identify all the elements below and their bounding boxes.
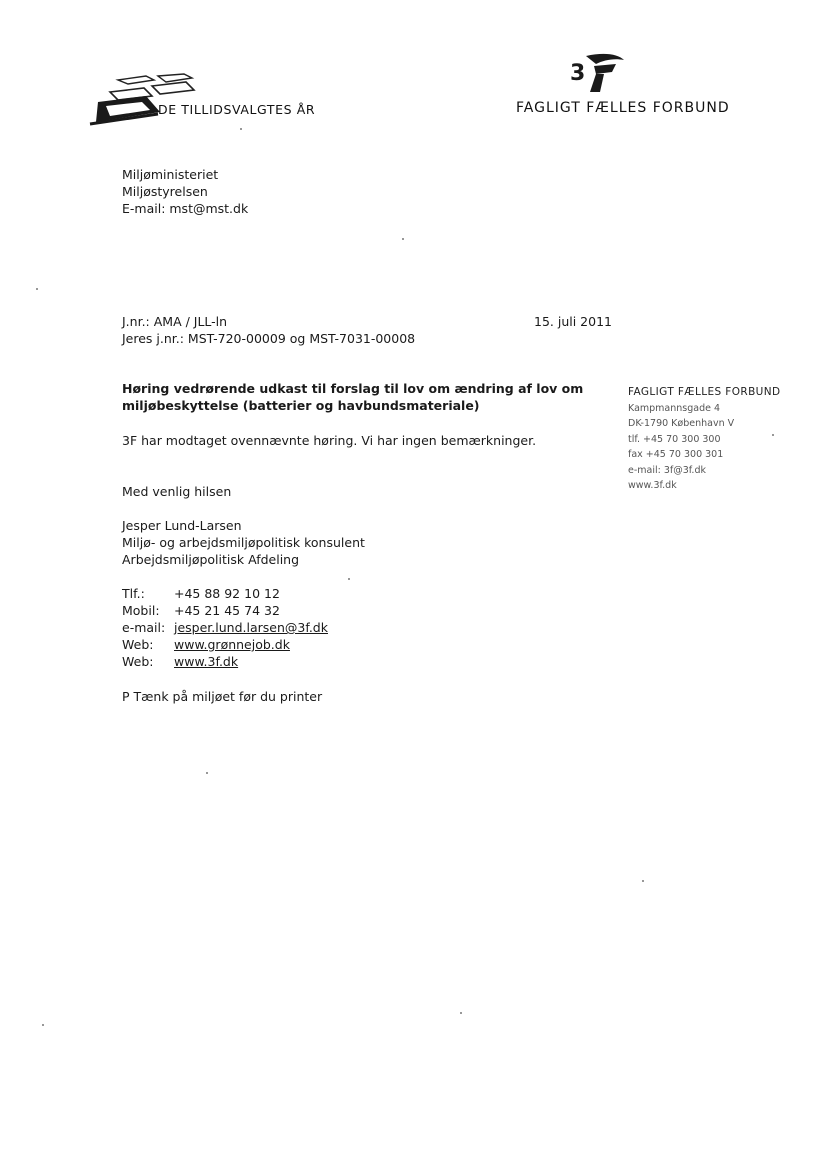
letter-date: 15. juli 2011 [534,314,612,329]
recipient-line-1: Miljøministeriet [122,167,219,182]
scan-speck [240,128,242,130]
sender-street: Kampmannsgade 4 [628,402,721,414]
sender-org: FAGLIGT FÆLLES FORBUND [628,386,781,398]
scan-speck [36,288,38,290]
contact-label: Web: [122,637,154,652]
jeres-jnr: Jeres j.nr.: MST-720-00009 og MST-7031-00008 [122,331,416,346]
3f-logo-icon [566,50,626,94]
footer-note: P Tænk på miljøet før du printer [122,689,323,704]
web-link-3f[interactable]: www.3f.dk [174,654,239,669]
sender-email: e-mail: 3f@3f.dk [628,464,706,476]
recipient-line-2: Miljøstyrelsen [122,184,208,199]
sender-phone: tlf. +45 70 300 300 [628,433,721,445]
sender-address-block [628,385,808,494]
3f-logo-text: FAGLIGT FÆLLES FORBUND [516,100,730,116]
recipient-email: E-mail: mst@mst.dk [122,201,249,216]
scan-speck [772,434,774,436]
contact-row-web-2 [122,653,328,670]
contact-block [122,585,328,670]
contact-label: Mobil: [122,603,160,618]
contact-value: +45 21 45 74 32 [174,603,280,618]
tillidsvalgtes-logo-text: DE TILLIDSVALGTES ÅR [158,102,316,117]
reference-block [122,313,415,347]
scan-speck [402,238,404,240]
sender-city: DK-1790 København V [628,418,735,429]
contact-row-mobile [122,602,328,619]
contact-row-phone [122,585,328,602]
scan-speck [42,1024,44,1026]
sender-web: www.3f.dk [628,480,677,491]
signature-block [122,517,365,568]
scan-speck [642,880,644,882]
signature-title: Miljø- og arbejdsmiljøpolitisk konsulent [122,535,365,550]
scan-speck [460,1012,462,1014]
tillidsvalgtes-logo-icon [88,72,198,128]
subject-heading: Høring vedrørende udkast til forslag til lov om ændring af lov om miljøbeskyttelse (batterier og havbundsmateriale) [122,381,584,413]
tillidsvalgtes-logo [88,72,198,128]
contact-value: +45 88 92 10 12 [174,586,280,601]
sender-fax: fax +45 70 300 301 [628,449,724,460]
recipient-block [122,166,248,217]
closing: Med venlig hilsen [122,484,232,499]
signature-department: Arbejdsmiljøpolitisk Afdeling [122,552,300,567]
web-link-gronnejob[interactable]: www.grønnejob.dk [174,637,290,652]
signature-name: Jesper Lund-Larsen [122,518,242,533]
jnr: J.nr.: AMA / JLL-ln [122,314,228,329]
contact-row-web-1 [122,636,328,653]
contact-label: Web: [122,654,154,669]
contact-label: Tlf.: [122,586,145,601]
email-link[interactable]: jesper.lund.larsen@3f.dk [174,620,328,635]
3f-logo [566,50,626,94]
contact-label: e-mail: [122,620,166,635]
scan-speck [206,772,208,774]
svg-text:3: 3 [570,61,586,86]
contact-row-email [122,619,328,636]
scan-speck [348,578,350,580]
body-text: 3F har modtaget ovennævnte høring. Vi har ingen bemærkninger. [122,433,537,448]
